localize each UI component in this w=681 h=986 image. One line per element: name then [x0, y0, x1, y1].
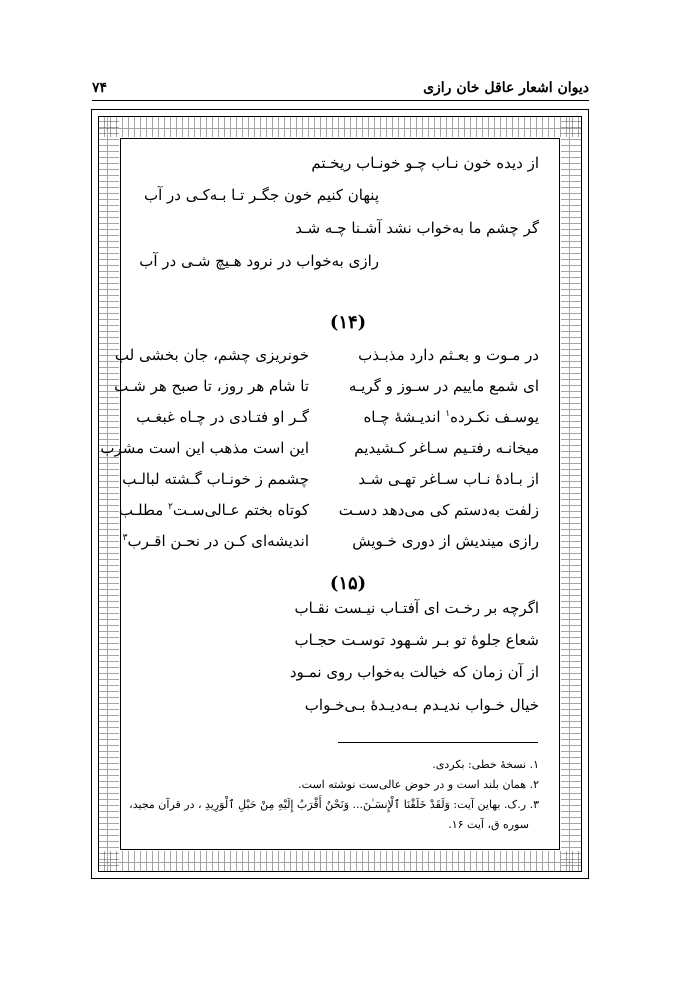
poem-line: اگرچه بر رخـت ای آفتـاب نیـست نقـاب	[294, 599, 539, 617]
couplet-first-hemistich: زلفت به‌دستم کی می‌دهد دسـت	[338, 501, 539, 519]
couplet-first-hemistich: ای شمع مایيم در سـوز و گریـه	[348, 377, 539, 395]
couplet-first-hemistich: رازی میندیش از دوری خـویش	[352, 532, 539, 550]
couplet-second-hemistich: تا شام هر روز، تا صبح هر شـب	[114, 377, 309, 395]
couplet-first-hemistich	[363, 408, 539, 426]
hemistich-text: اندیـشهٔ چـاه	[363, 408, 446, 426]
hemistich-text: اندیشه‌ای کـن در نحـن اقـرب	[127, 532, 309, 550]
poem-line: از آن زمان که خیالت به‌خواب روی نمـود	[289, 663, 539, 681]
page-number: ۷۴	[92, 80, 108, 96]
frame-ornament-right	[561, 116, 581, 872]
frame-ornament-bottom	[98, 851, 582, 871]
hemistich-text: یوسـف نکـرده	[450, 408, 539, 426]
hemistich-text: کوتاه بختم عـالی‌سـت	[172, 501, 309, 519]
book-title: دیوان اشعار عاقل خان رازی	[423, 80, 589, 96]
couplet-first-hemistich: از بـادهٔ نـاب سـاغر تهـی شـد	[358, 470, 539, 488]
footnote-marker: ۳	[122, 533, 128, 543]
hemistich-text: مطلـب	[118, 501, 169, 519]
couplet-second-hemistich: گـر او فتـادی در چـاه غبغـب	[136, 408, 309, 426]
footnote-rule	[338, 742, 538, 743]
couplet-first-hemistich: در مـوت و بعـثم دارد مذبـذب	[358, 346, 539, 364]
content-box	[120, 138, 560, 850]
couplet-second-hemistich: خونریزی چشم، جان بخشی لب	[114, 346, 309, 364]
couplet-first-hemistich: میخانـه رفتـیم سـاغر کـشیدیم	[354, 439, 539, 457]
ghazal-heading: (۱۵)	[329, 573, 367, 594]
poem-line: گر چشم ما به‌خواب نشد آشـنا چـه شـد	[295, 219, 539, 237]
footnote: سوره ق، آیت ۱۶.	[448, 818, 529, 831]
couplet-second-hemistich	[119, 501, 309, 519]
footnote-marker: ۱	[445, 409, 451, 419]
footnote-marker: ۲	[168, 502, 173, 512]
frame-ornament-left	[99, 116, 119, 872]
couplet-second-hemistich: چشمم ز خونـاب گـشته لبالـب	[122, 470, 309, 488]
poem-line: خیال خـواب ندیـدم بـه‌دیـدهٔ بـی‌خـواب	[304, 696, 539, 714]
couplet-second-hemistich: این است مذهب این است مشرب	[100, 439, 309, 457]
poem-line: از دیده خون نـاب چـو خونـاب ریخـتم	[311, 154, 539, 172]
frame-ornament-top	[98, 117, 582, 137]
footnote: ۲. همان بلند است و در حوض عالی‌ست نوشته است.	[298, 778, 539, 791]
poem-line: پنهان کنیم خون جگـر تـا بـه‌کـی در آب	[143, 186, 379, 204]
footnote: ۱. نسخهٔ خطی: بکردی.	[432, 758, 539, 771]
couplet-second-hemistich	[123, 532, 309, 550]
ghazal-heading: (۱۴)	[329, 312, 367, 333]
poem-line: رازی به‌خواب در نرود هـیچ شـی در آب	[139, 252, 379, 270]
footnote: ۳. ر.ک. بهاین آیت: وَلَقَدْ خَلَقْنَا ٱلْإِنسَـٰنَ... وَنَحْنُ أَقْرَبُ إِلَيْهِ مِنْ حَبْلِ ٱلْوَرِيدِ ، در قرآن مجید،	[129, 798, 539, 811]
page-header	[92, 80, 589, 102]
poem-line: شعاع جلوهٔ تو بـر شـهود توسـت حجـاب	[294, 631, 539, 649]
header-rule	[92, 100, 589, 101]
